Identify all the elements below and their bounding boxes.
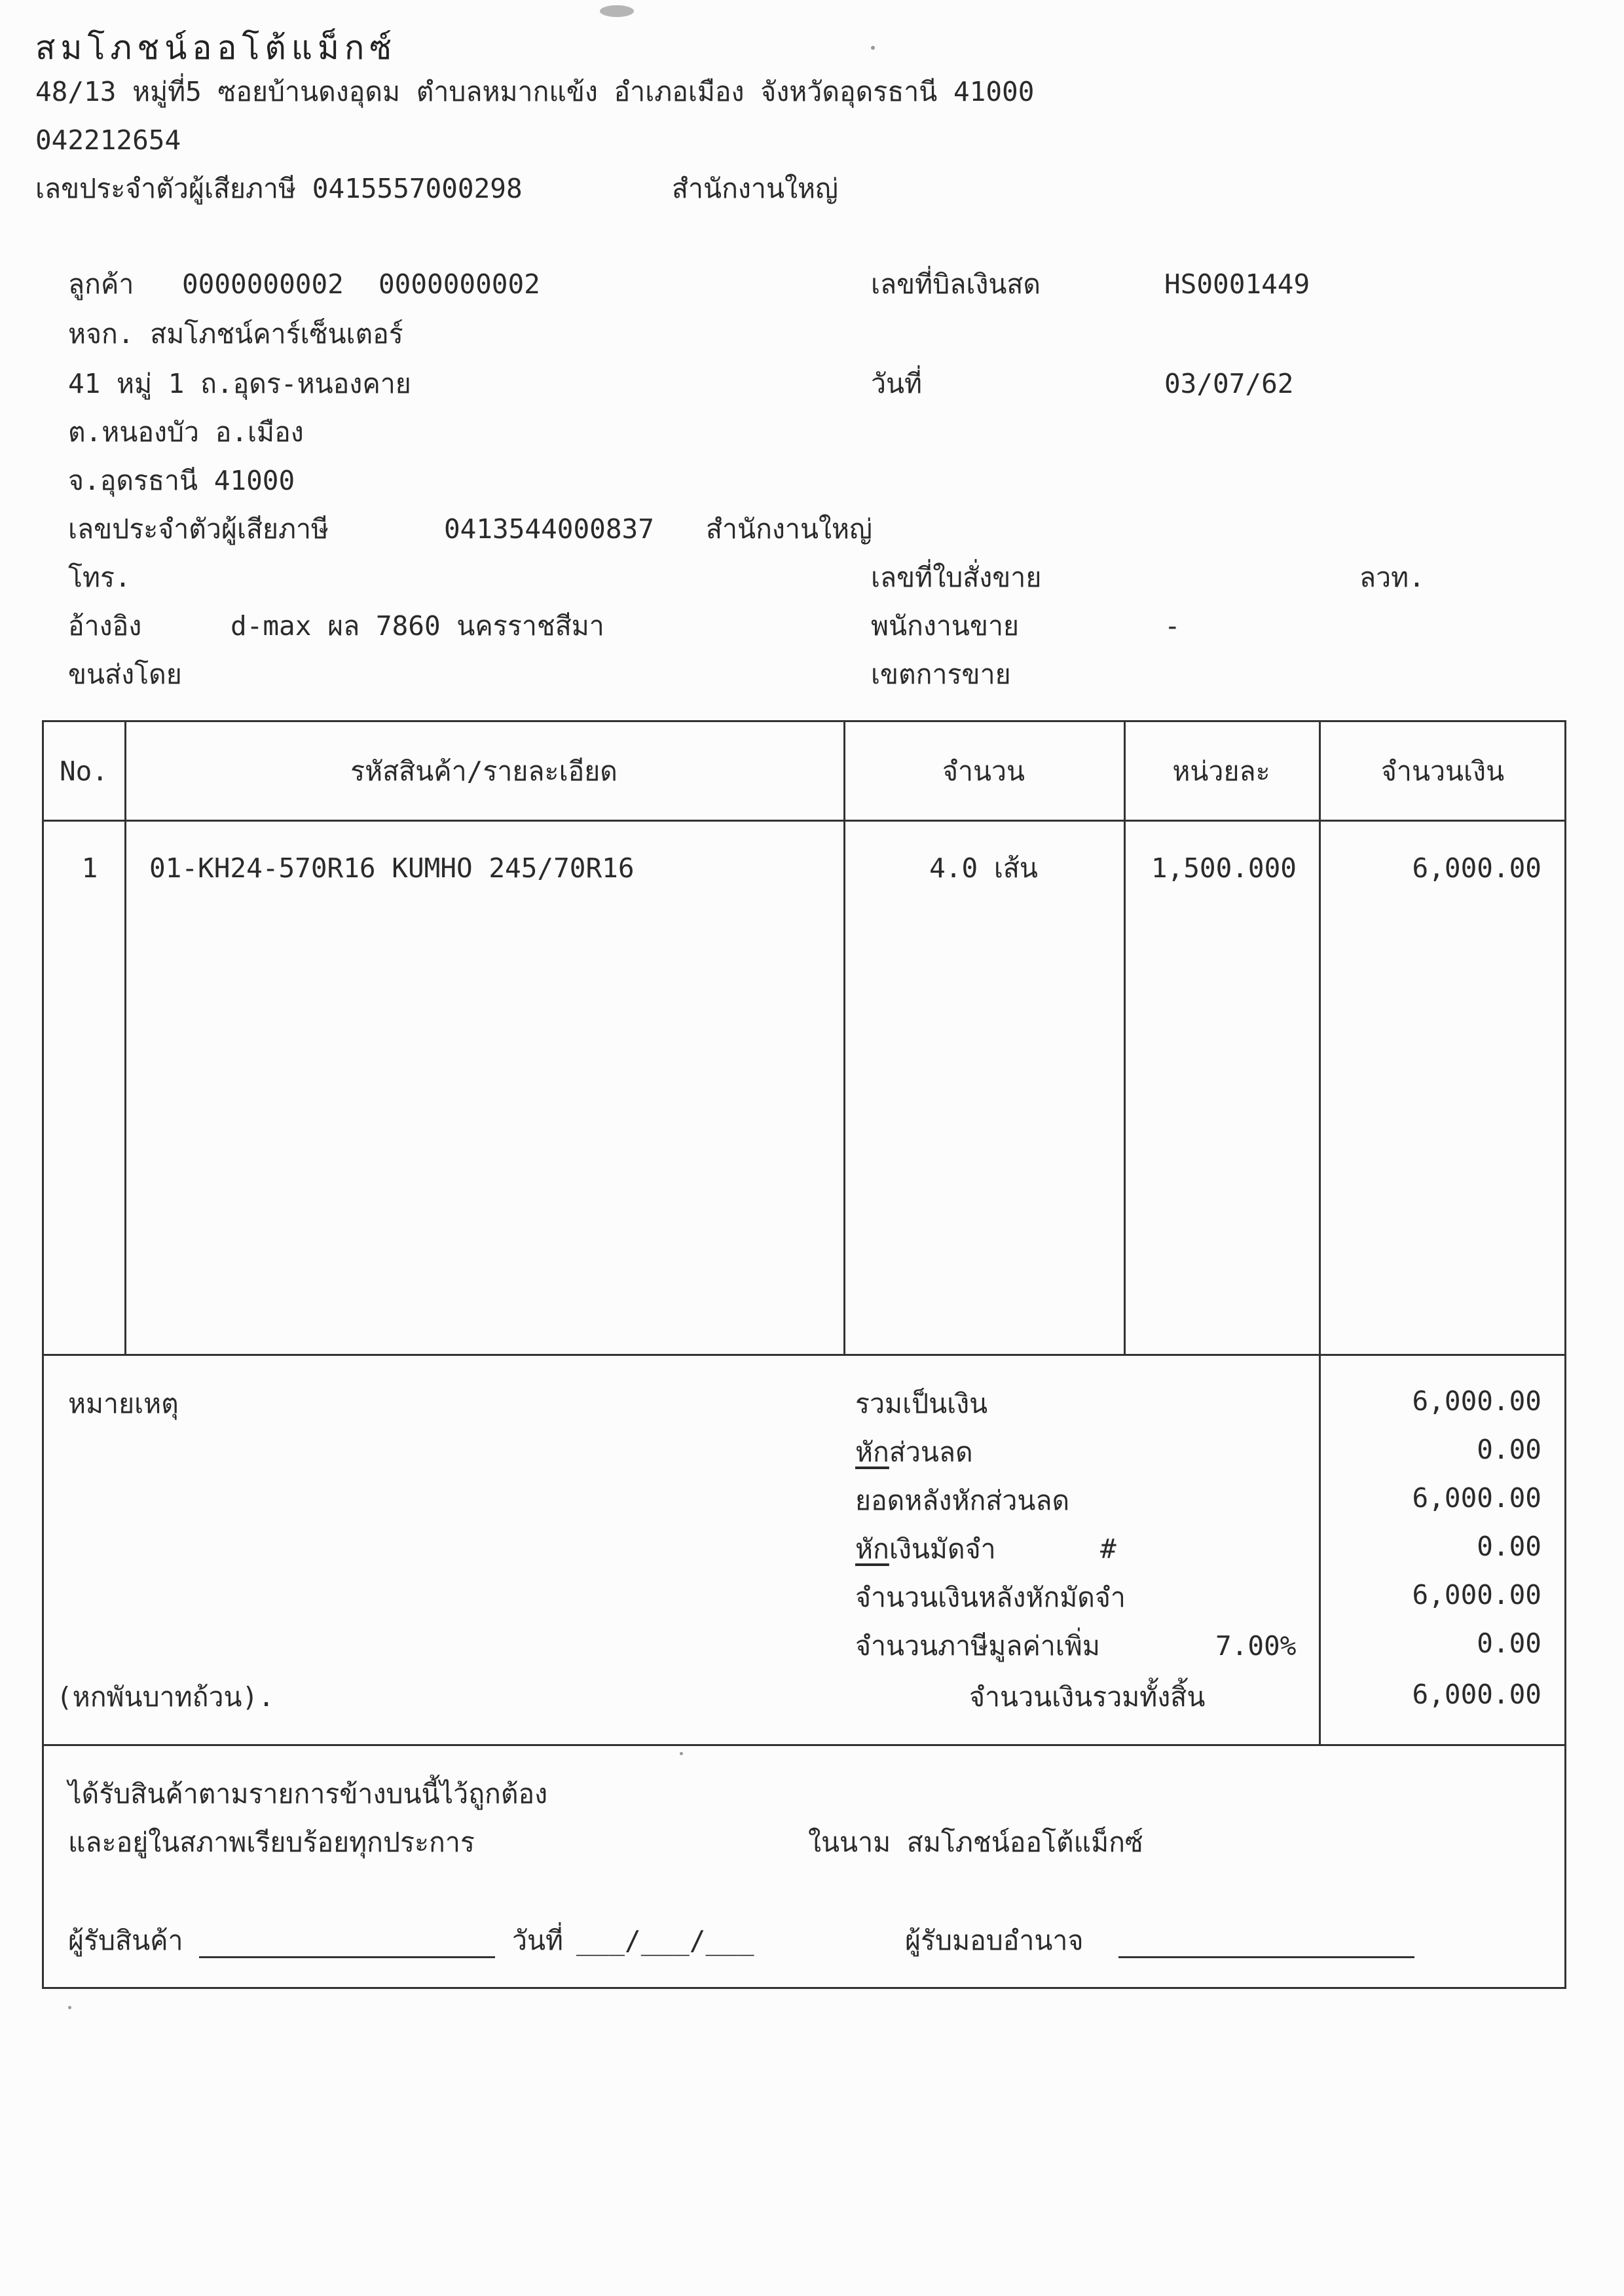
authorized-label: ผู้รับมอบอำนาจ — [905, 1925, 1084, 1956]
authorized-signature-line — [1118, 1956, 1414, 1958]
shipping-label: ขนส่งโดย — [68, 659, 182, 690]
discount-label-rest: ส่วนลด — [889, 1436, 973, 1468]
customer-label: ลูกค้า — [68, 268, 134, 300]
column-divider — [1124, 720, 1126, 1355]
header-quantity: จำนวน — [942, 756, 1025, 787]
scan-speck — [680, 1752, 683, 1755]
deposit-label — [855, 1533, 996, 1565]
grand-total-label: จำนวนเงินรวมทั้งสิ้น — [969, 1681, 1206, 1713]
salesperson-label: พนักงานขาย — [871, 610, 1020, 642]
after-discount-label: ยอดหลังหักส่วนลด — [855, 1485, 1070, 1516]
bill-date-label: วันที่ — [871, 368, 923, 399]
scan-speck — [68, 2006, 71, 2009]
receive-date-blank: ___/___/___ — [576, 1925, 754, 1956]
row-quantity: 4.0 เส้น — [929, 852, 1038, 884]
header-no: No. — [59, 756, 109, 787]
subtotal-label: รวมเป็นเงิน — [855, 1388, 988, 1419]
table-header-divider — [42, 820, 1566, 822]
subtotal-value: 6,000.00 — [1412, 1385, 1541, 1417]
amount-in-words: (หกพันบาทถ้วน). — [56, 1681, 274, 1713]
bill-number-label: เลขที่บิลเงินสด — [871, 268, 1041, 300]
after-deposit-label: จำนวนเงินหลังหักมัดจำ — [855, 1582, 1126, 1613]
customer-phone-label: โทร. — [68, 562, 131, 593]
customer-code-1: 0000000002 — [182, 268, 344, 300]
customer-address-2: ต.หนองบัว อ.เมือง — [68, 416, 304, 448]
column-divider — [124, 720, 126, 1355]
bill-date-value: 03/07/62 — [1164, 368, 1294, 399]
customer-tax-label: เลขประจำตัวผู้เสียภาษี — [68, 513, 329, 545]
receiver-signature-line — [199, 1956, 495, 1958]
customer-code-2: 0000000002 — [378, 268, 540, 300]
header-amount: จำนวนเงิน — [1380, 756, 1505, 787]
after-deposit-value: 6,000.00 — [1412, 1579, 1541, 1611]
sales-area-label: เขตการขาย — [871, 659, 1011, 690]
customer-branch: สำนักงานใหญ่ — [706, 513, 872, 545]
column-divider — [843, 720, 845, 1355]
vat-label: จำนวนภาษีมูลค่าเพิ่ม — [855, 1630, 1100, 1662]
grand-total-value: 6,000.00 — [1412, 1679, 1541, 1710]
vat-rate: 7.00% — [1215, 1630, 1297, 1662]
company-address: 48/13 หมู่ที่5 ซอยบ้านดงอุดม ตำบลหมากแข้ง อำเภอเมือง จังหวัดอุดรธานี 41000 — [35, 76, 1035, 107]
header-unit-price: หน่วยละ — [1172, 756, 1270, 787]
row-amount: 6,000.00 — [1412, 852, 1541, 884]
after-discount-value: 6,000.00 — [1412, 1482, 1541, 1514]
receive-date-label: วันที่ — [512, 1925, 564, 1956]
row-description: 01-KH24-570R16 KUMHO 245/70R16 — [149, 852, 635, 884]
deposit-label-rest: เงินมัดจำ — [889, 1533, 996, 1565]
discount-label — [855, 1436, 973, 1468]
customer-name: หจก. สมโภชน์คาร์เซ็นเตอร์ — [68, 318, 403, 350]
row-unit-price: 1,500.000 — [1151, 852, 1297, 884]
sales-order-label: เลขที่ใบสั่งขาย — [871, 562, 1042, 593]
receipt-statement-1: ได้รับสินค้าตามรายการข้างบนนี้ไว้ถูกต้อง — [68, 1778, 548, 1810]
scan-speck — [600, 5, 634, 17]
deposit-value: 0.00 — [1477, 1531, 1541, 1562]
salesperson-value: - — [1164, 610, 1181, 642]
vat-value: 0.00 — [1477, 1628, 1541, 1659]
bill-number-value: HS0001449 — [1164, 268, 1310, 300]
remark-label: หมายเหตุ — [68, 1388, 179, 1419]
company-name: สมโภชน์ออโต้แม็กซ์ — [35, 29, 397, 67]
receiver-label: ผู้รับสินค้า — [68, 1925, 183, 1956]
deposit-label-deduct: หัก — [855, 1533, 889, 1565]
discount-value: 0.00 — [1477, 1434, 1541, 1465]
company-phone: 042212654 — [35, 124, 181, 156]
company-branch: สำนักงานใหญ่ — [672, 173, 838, 204]
discount-label-deduct: หัก — [855, 1436, 889, 1468]
table-footer-divider — [42, 1744, 1566, 1746]
header-description: รหัสสินค้า/รายละเอียด — [350, 756, 618, 787]
scan-speck — [871, 46, 875, 50]
on-behalf-of: ในนาม สมโภชน์ออโต้แม็กซ์ — [808, 1827, 1143, 1858]
reference-value: d-max ผล 7860 นครราชสีมา — [231, 610, 604, 642]
table-summary-divider — [42, 1354, 1566, 1356]
reference-label: อ้างอิง — [68, 610, 142, 642]
receipt-statement-2: และอยู่ในสภาพเรียบร้อยทุกประการ — [68, 1827, 475, 1858]
sales-order-value: ลวท. — [1359, 562, 1425, 593]
company-tax-id: เลขประจำตัวผู้เสียภาษี 0415557000298 — [35, 173, 523, 204]
customer-address-1: 41 หมู่ 1 ถ.อุดร-หนองคาย — [68, 368, 411, 399]
row-no: 1 — [81, 852, 98, 884]
deposit-hash: # — [1100, 1533, 1116, 1565]
customer-address-3: จ.อุดรธานี 41000 — [68, 465, 295, 496]
customer-tax-id: 0413544000837 — [444, 513, 654, 545]
